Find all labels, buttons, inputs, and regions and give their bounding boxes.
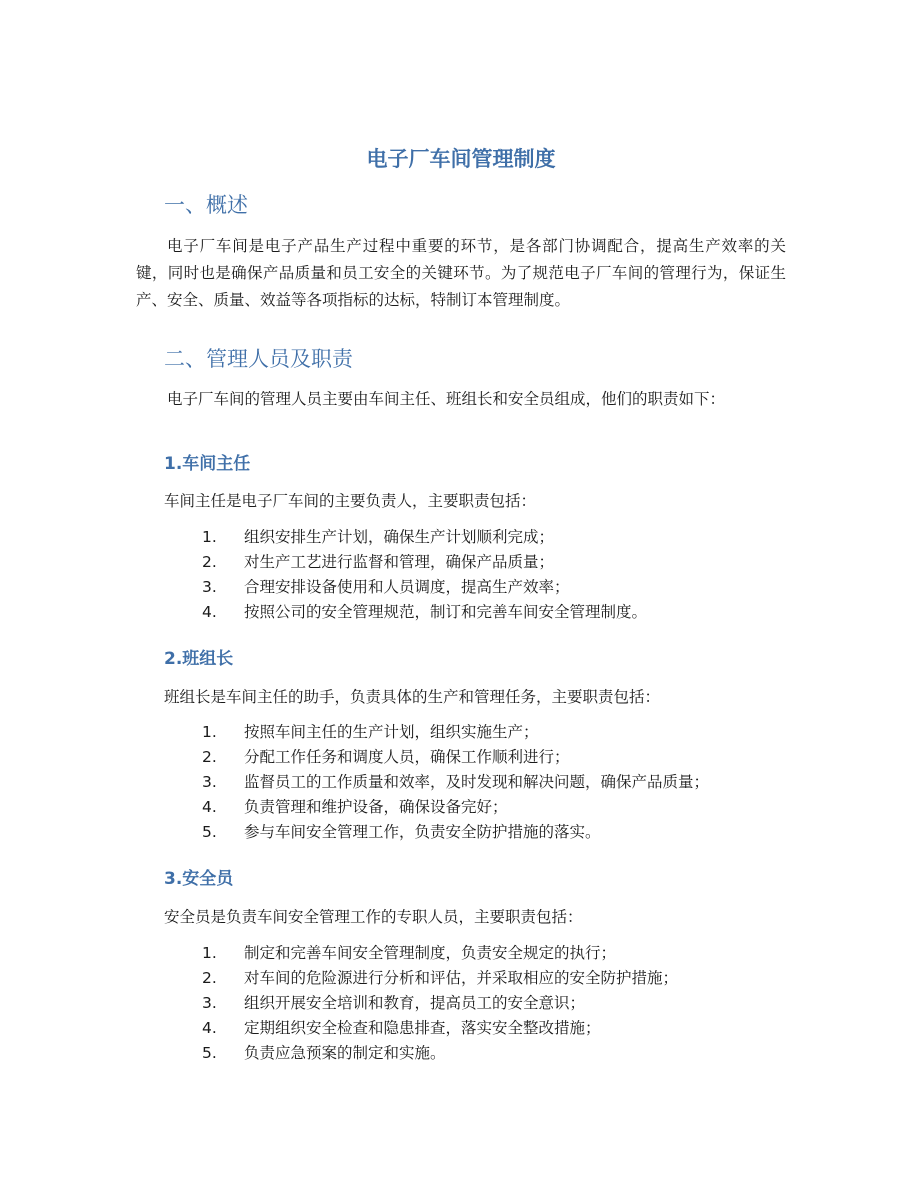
list-number: 4.	[202, 798, 217, 816]
list-number: 3.	[202, 773, 217, 791]
list-item	[202, 795, 802, 820]
list-number: 2.	[202, 553, 217, 571]
list-text: 负责管理和维护设备，确保设备完好；	[244, 798, 508, 816]
leader-lead-text: 班组长是车间主任的助手，负责具体的生产和管理任务，主要职责包括：	[164, 688, 661, 706]
list-item	[202, 575, 802, 600]
list-text: 组织开展安全培训和教育，提高员工的安全意识；	[244, 994, 586, 1012]
list-text: 制定和完善车间安全管理制度，负责安全规定的执行；	[244, 944, 617, 962]
list-item	[202, 550, 802, 575]
list-text: 负责应急预案的制定和实施。	[244, 1044, 446, 1062]
director-lead-text: 车间主任是电子厂车间的主要负责人，主要职责包括：	[164, 492, 537, 510]
list-item	[202, 745, 802, 770]
list-item	[202, 525, 802, 550]
list-item	[202, 600, 802, 625]
list-text: 按照公司的安全管理规范，制订和完善车间安全管理制度。	[244, 603, 648, 621]
list-number: 5.	[202, 1044, 217, 1062]
list-text: 按照车间主任的生产计划，组织实施生产；	[244, 723, 539, 741]
overview-paragraph: 电子厂车间是电子产品生产过程中重要的环节，是各部门协调配合，提高生产效率的关键，同时也是确保产品质量和员工安全的关键环节。为了规范电子厂车间的管理行为，保证生产、安全、质量、效益等各项指标的达标，特制订本管理制度。	[136, 237, 786, 309]
section-heading-overview: 一、概述	[164, 193, 248, 217]
list-text: 定期组织安全检查和隐患排查，落实安全整改措施；	[244, 1019, 601, 1037]
list-item	[202, 941, 802, 966]
director-duty-list	[202, 525, 802, 625]
list-number: 1.	[202, 723, 217, 741]
list-item	[202, 1016, 802, 1041]
list-text: 对生产工艺进行监督和管理，确保产品质量；	[244, 553, 555, 571]
list-number: 5.	[202, 823, 217, 841]
list-item	[202, 1041, 802, 1066]
list-number: 3.	[202, 578, 217, 596]
staff-intro-paragraph: 电子厂车间的管理人员主要由车间主任、班组长和安全员组成，他们的职责如下：	[167, 390, 726, 408]
list-text: 合理安排设备使用和人员调度，提高生产效率；	[244, 578, 570, 596]
list-item	[202, 770, 802, 795]
list-number: 2.	[202, 969, 217, 987]
list-item	[202, 991, 802, 1016]
list-number: 4.	[202, 1019, 217, 1037]
list-item	[202, 820, 802, 845]
list-text: 组织安排生产计划，确保生产计划顺利完成；	[244, 528, 555, 546]
safety-lead-text: 安全员是负责车间安全管理工作的专职人员，主要职责包括：	[164, 908, 583, 926]
list-text: 对车间的危险源进行分析和评估，并采取相应的安全防护措施；	[244, 969, 679, 987]
safety-duty-list	[202, 941, 802, 1066]
list-number: 3.	[202, 994, 217, 1012]
subheading-team-leader: 2.班组长	[164, 649, 234, 669]
list-text: 监督员工的工作质量和效率，及时发现和解决问题，确保产品质量；	[244, 773, 710, 791]
list-text: 参与车间安全管理工作，负责安全防护措施的落实。	[244, 823, 601, 841]
document-title: 电子厂车间管理制度	[366, 147, 556, 171]
list-item	[202, 720, 802, 745]
list-number: 4.	[202, 603, 217, 621]
list-number: 1.	[202, 944, 217, 962]
list-item	[202, 966, 802, 991]
subheading-safety-officer: 3.安全员	[164, 869, 234, 889]
list-number: 2.	[202, 748, 217, 766]
subheading-director: 1.车间主任	[164, 454, 251, 474]
leader-duty-list	[202, 720, 802, 845]
list-number: 1.	[202, 528, 217, 546]
section-heading-staff: 二、管理人员及职责	[164, 347, 353, 371]
list-text: 分配工作任务和调度人员，确保工作顺利进行；	[244, 748, 570, 766]
